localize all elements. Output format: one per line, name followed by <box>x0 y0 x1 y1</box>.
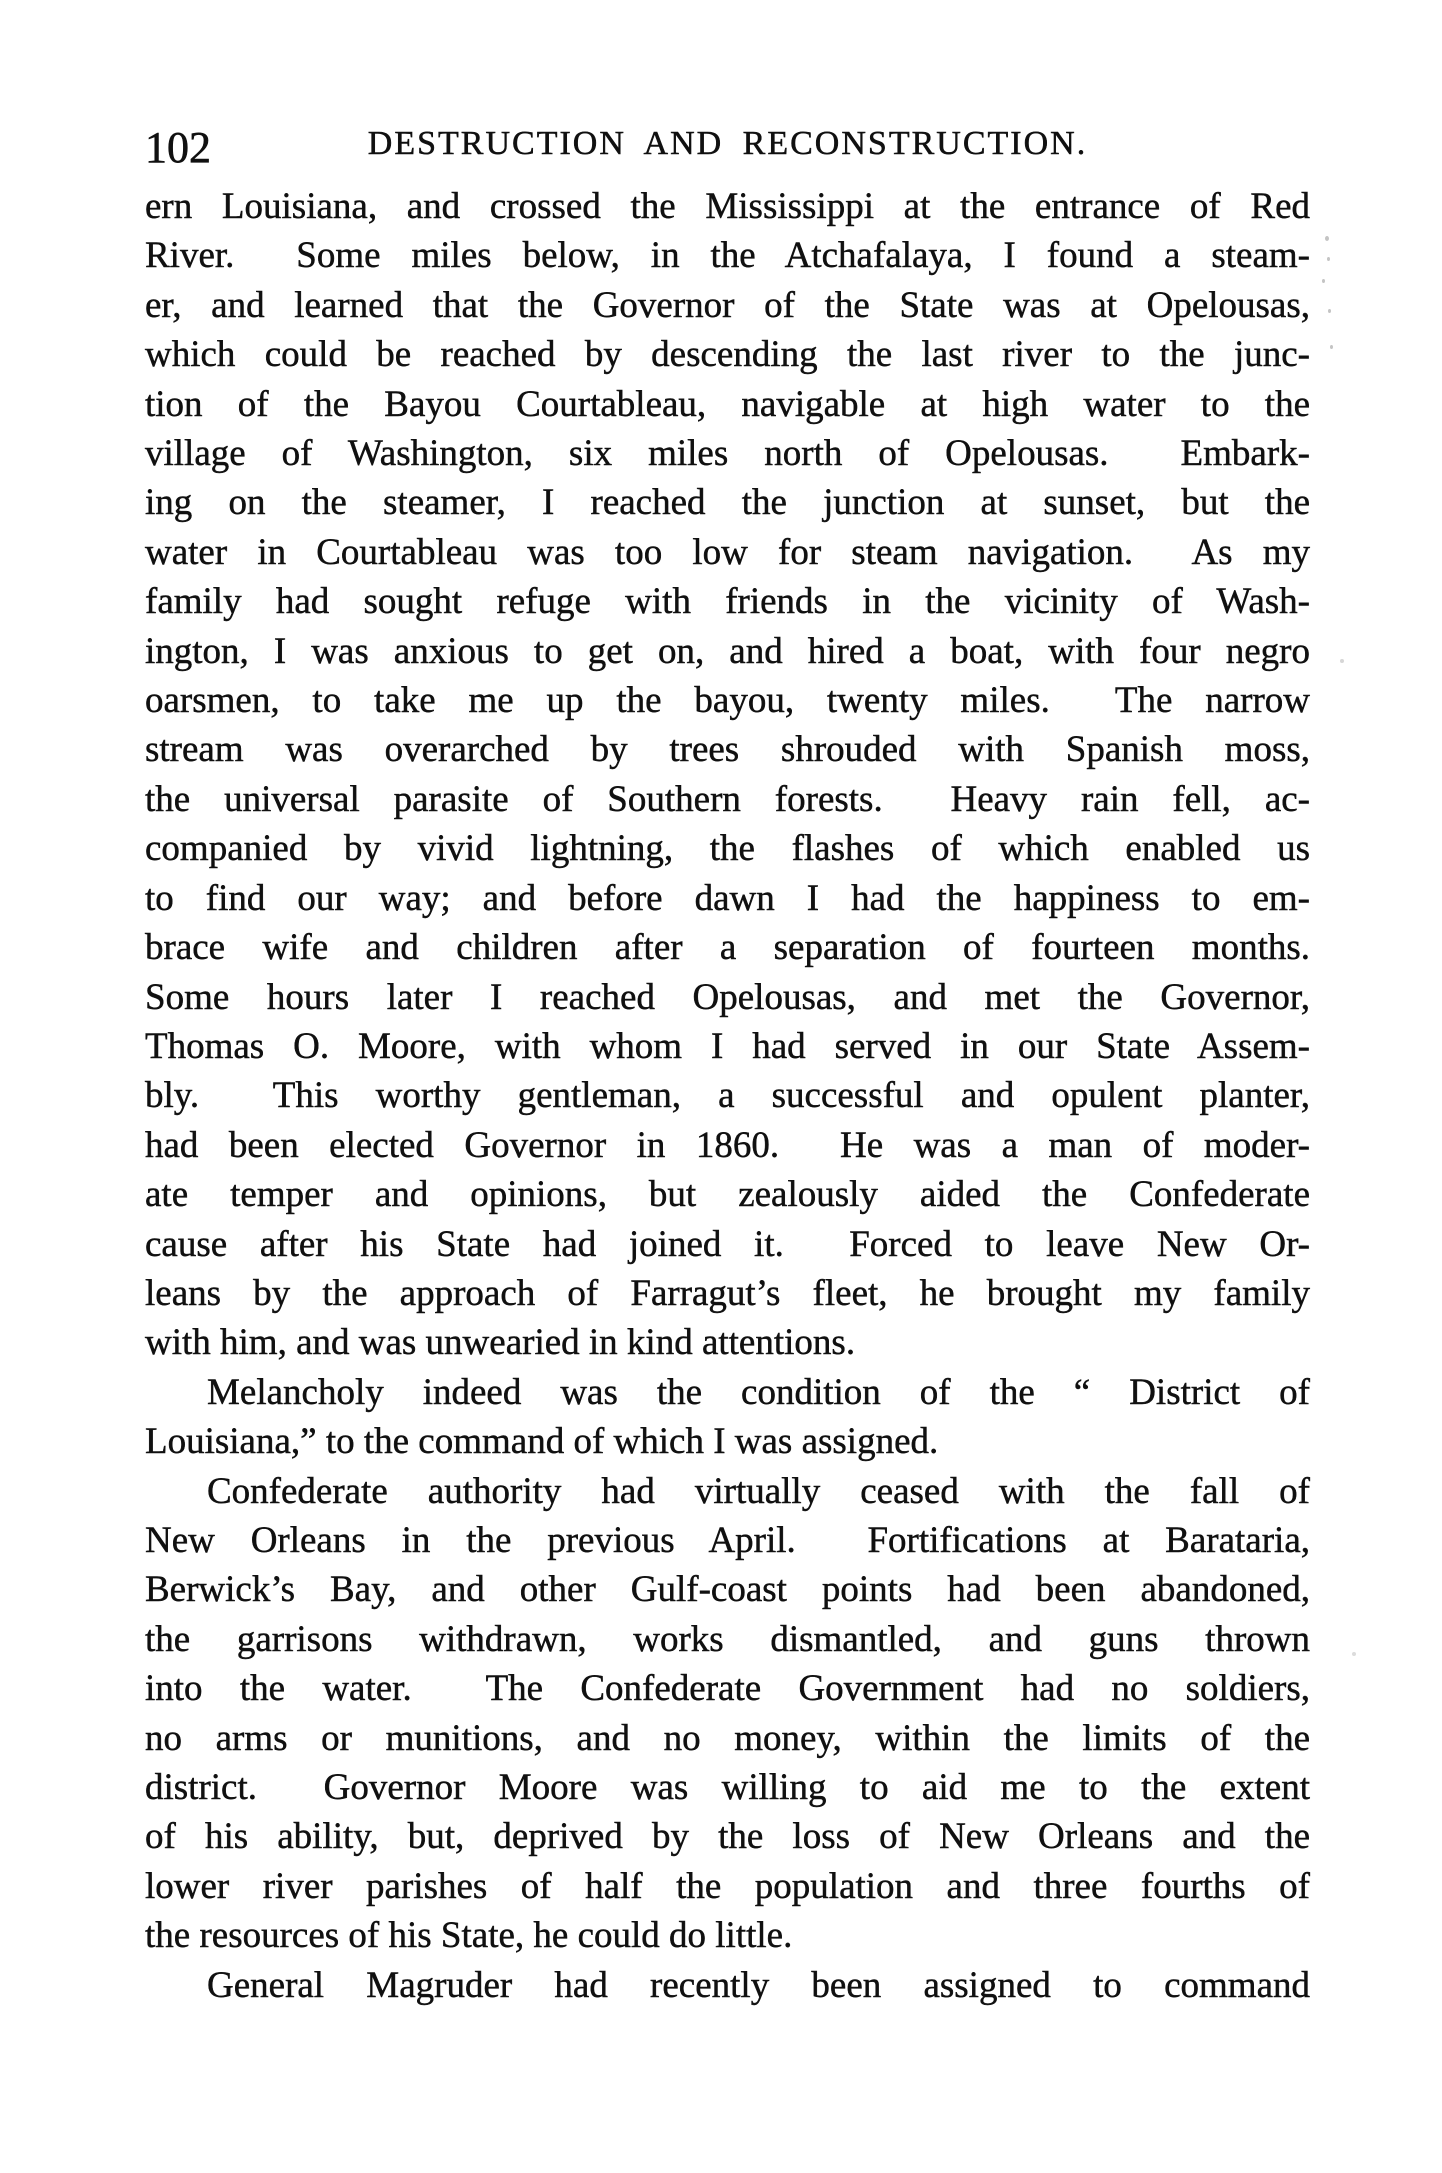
text-line: of his ability, but, deprived by the loss of New Orleans and the <box>145 1816 1310 1858</box>
text-line: River. Some miles below, in the Atchafalaya, I found a steam- <box>145 235 1310 277</box>
text-line: had been elected Governor in 1860. He was a man of moder- <box>145 1124 1310 1166</box>
scan-artifact <box>1328 309 1331 313</box>
text-line: the garrisons withdrawn, works dismantled, and guns thrown <box>145 1618 1310 1660</box>
page-number: 102 <box>145 123 211 172</box>
text-line: stream was overarched by trees shrouded with Spanish moss, <box>145 729 1310 771</box>
text-line: er, and learned that the Governor of the State was at Opelousas, <box>145 284 1310 326</box>
text-line: Berwick’s Bay, and other Gulf-coast points had been abandoned, <box>145 1569 1310 1611</box>
text-line: the universal parasite of Southern forests. Heavy rain fell, ac- <box>145 778 1310 820</box>
text-line: oarsmen, to take me up the bayou, twenty miles. The narrow <box>145 680 1310 722</box>
running-head-title: DESTRUCTION AND RECONSTRUCTION. <box>367 125 1088 162</box>
scan-artifact <box>1327 257 1330 261</box>
text-line: family had sought refuge with friends in the vicinity of Wash- <box>145 581 1310 623</box>
scan-artifact <box>1325 236 1329 241</box>
text-line: ern Louisiana, and crossed the Mississippi at the entrance of Red <box>145 186 1310 227</box>
text-line: which could be reached by descending the last river to the junc- <box>145 334 1310 376</box>
text-line paragraph-start: General Magruder had recently been assigned to command <box>207 1964 1310 2006</box>
body-text <box>145 182 1310 2010</box>
scan-artifact <box>1330 345 1333 349</box>
text-line: tion of the Bayou Courtableau, navigable at high water to the <box>145 383 1310 425</box>
text-line paragraph-end: the resources of his State, he could do little. <box>145 1915 793 1957</box>
text-line: ate temper and opinions, but zealously aided the Confederate <box>145 1174 1310 1216</box>
text-line: to find our way; and before dawn I had the happiness to em- <box>145 877 1310 919</box>
text-line: Thomas O. Moore, with whom I had served in our State Assem- <box>145 1025 1310 1067</box>
page-header <box>145 118 1310 170</box>
text-line: companied by vivid lightning, the flashes of which enabled us <box>145 828 1310 870</box>
text-line: ing on the steamer, I reached the junction at sunset, but the <box>145 482 1310 524</box>
scan-artifact <box>1322 279 1325 283</box>
text-line: cause after his State had joined it. Forced to leave New Or- <box>145 1223 1310 1265</box>
text-line paragraph-end: with him, and was unwearied in kind attentions. <box>145 1322 856 1364</box>
text-line: village of Washington, six miles north of Opelousas. Embark- <box>145 433 1310 475</box>
text-line: brace wife and children after a separation of fourteen months. <box>145 927 1310 969</box>
text-line: into the water. The Confederate Government had no soldiers, <box>145 1668 1310 1710</box>
text-line paragraph-end: Louisiana,” to the command of which I was assigned. <box>145 1421 939 1463</box>
text-line: New Orleans in the previous April. Fortifications at Barataria, <box>145 1519 1310 1561</box>
text-line: ington, I was anxious to get on, and hired a boat, with four negro <box>145 630 1310 672</box>
scan-artifact <box>1352 1652 1356 1656</box>
text-line: water in Courtableau was too low for steam navigation. As my <box>145 531 1310 573</box>
text-line: district. Governor Moore was willing to aid me to the extent <box>145 1767 1310 1808</box>
text-line: lower river parishes of half the population and three fourths of <box>145 1865 1310 1907</box>
text-line: Some hours later I reached Opelousas, and met the Governor, <box>145 976 1310 1018</box>
text-line: bly. This worthy gentleman, a successful and opulent planter, <box>145 1075 1310 1117</box>
text-line: leans by the approach of Farragut’s fleet, he brought my family <box>145 1272 1310 1314</box>
text-line: no arms or munitions, and no money, within the limits of the <box>145 1717 1310 1759</box>
text-line paragraph-start: Confederate authority had virtually ceased with the fall of <box>207 1470 1310 1512</box>
scan-artifact <box>1340 659 1344 663</box>
text-line paragraph-start: Melancholy indeed was the condition of the “ District of <box>207 1371 1310 1413</box>
